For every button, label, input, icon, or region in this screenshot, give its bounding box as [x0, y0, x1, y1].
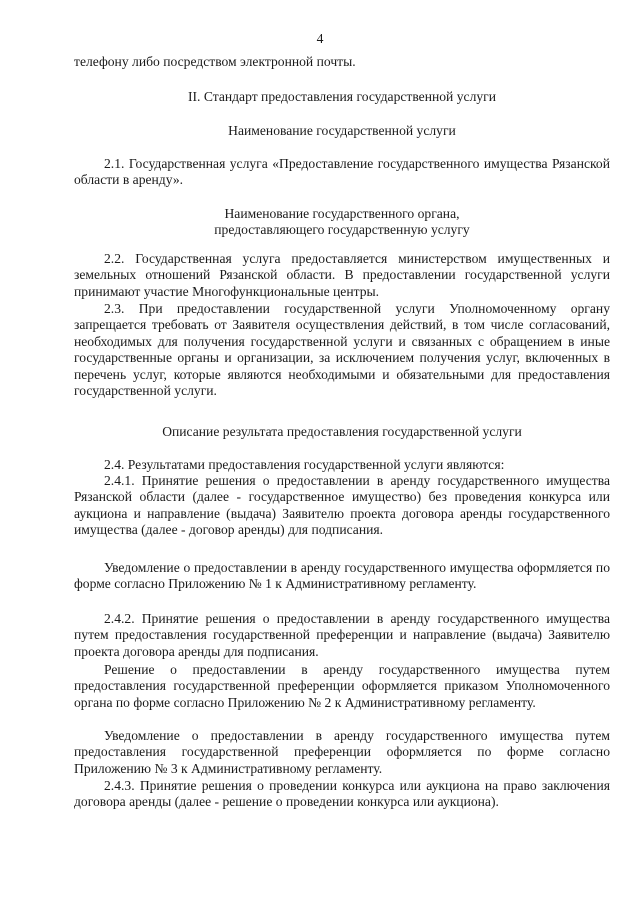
paragraph-2-2: 2.2. Государственная услуга предоставляется министерством имущественных и земельных отношений Рязанской области. В предоставлении государственной услуги принимают участие Многофункциональные центры. — [74, 251, 610, 299]
heading-authority-line-1: Наименование государственного органа, — [224, 206, 460, 221]
paragraph-notice-1: Уведомление о предоставлении в аренду государственного имущества оформляется по форме согласно Приложению № 1 к Административному регламенту. — [74, 560, 610, 592]
paragraph-2-4-1: 2.4.1. Принятие решения о предоставлении в аренду государственного имущества Рязанской области (далее - государственное имущество) без проведения конкурса или аукциона и направление (выдача) Заявителю проекта договора аренды государственного имущества (далее - договор аренды) для подписания. — [74, 473, 610, 538]
paragraph-decision: Решение о предоставлении в аренду государственного имущества путем предоставления государственной преференции оформляется приказом Уполномоченного органа по форме согласно Приложению № 2 к Административному регламенту. — [74, 662, 610, 710]
paragraph-notice-2: Уведомление о предоставлении в аренду государственного имущества путем предоставления государственной преференции оформляется по форме согласно Приложению № 3 к Административному регламенту. — [74, 728, 610, 776]
heading-service-name: Наименование государственной услуги — [228, 123, 456, 138]
paragraph-2-3: 2.3. При предоставлении государственной услуги Уполномоченному органу запрещается требовать от Заявителя осуществления действий, в том числе согласований, необходимых для получения государственной услуги и связанных с обращением в иные государственные органы и организации, за исключением получения услуг, включенных в перечень услуг, которые являются необходимыми и обязательными для предоставления государственной услуги. — [74, 301, 610, 399]
heading-authority-line-2: предоставляющего государственную услугу — [214, 222, 470, 238]
paragraph-2-1: 2.1. Государственная услуга «Предоставление государственного имущества Рязанской области в аренду». — [74, 156, 610, 188]
paragraph-2-4-2: 2.4.2. Принятие решения о предоставлении в аренду государственного имущества путем предоставления государственной преференции и направление (выдача) Заявителю проекта договора аренды для подписания. — [74, 611, 610, 659]
heading-result: Описание результата предоставления государственной услуги — [162, 424, 522, 439]
section-title: II. Стандарт предоставления государственной услуги — [187, 89, 496, 104]
paragraph-2-4-3: 2.4.3. Принятие решения о проведении конкурса или аукциона на право заключения договора аренды (далее - решение о проведении конкурса или аукциона). — [74, 778, 610, 810]
continuation-text: телефону либо посредством электронной почты. — [74, 54, 356, 69]
heading-authority — [74, 206, 610, 239]
paragraph-2-4: 2.4. Результатами предоставления государственной услуги являются: — [104, 457, 505, 472]
page-number: 4 — [316, 31, 324, 46]
